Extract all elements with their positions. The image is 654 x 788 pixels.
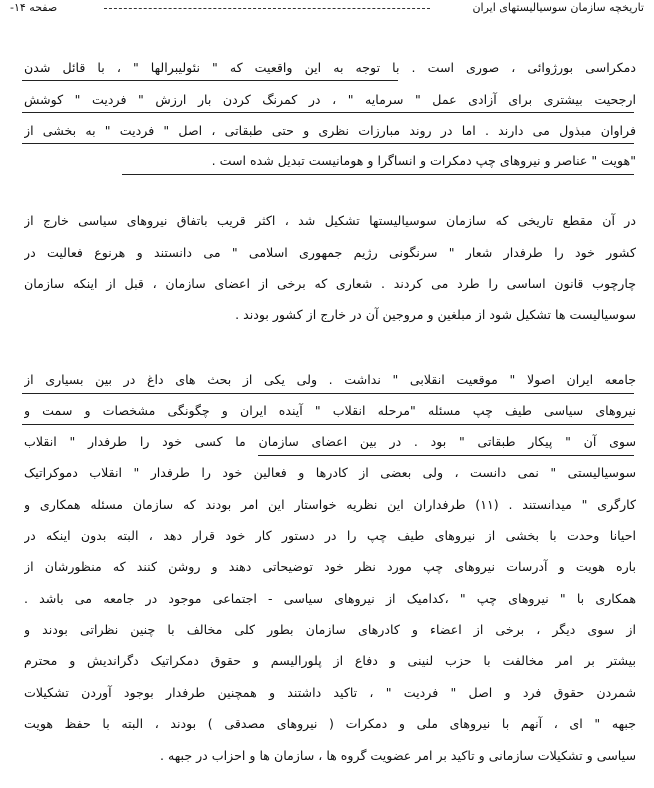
paragraph-line: باره هویت و آدرسات نیروهای چپ مورد نظر خود توضیحاتی دهند و روشن کنند که منظورشان از — [24, 559, 636, 574]
paragraph-line: دمکراسی بورژوائی ، صوری است . با توجه به این واقعیت که " نئولیبرالها " ، با قائل شدن — [24, 60, 636, 75]
paragraph-line: ارجحیت بیشتری برای آزادی عمل " سرمایه " ، در کمرنگ کردن بار ارزش " فردیت " کوشش — [24, 92, 636, 107]
paragraph-line: نیروهای سیاسی طیف چپ مسئله "مرحله انقلاب " آینده ایران و چگونگی مشخصات و سمت و — [24, 403, 636, 418]
paragraph-line: کارگری " میدانستند . (۱۱) طرفداران این نظریه خواستار این امر بودند که سازمان مسئله همکاری و — [24, 497, 636, 512]
handwritten-underline — [22, 80, 398, 81]
handwritten-underline — [122, 174, 634, 175]
paragraph-line: سوسیالیست ها تشکیل شود از مبلغین و مروجین آن در خارج از کشور بودند . — [235, 307, 636, 322]
handwritten-underline — [22, 112, 634, 113]
paragraph-line: سوی آن " پیکار طبقاتی " بود . در بین اعضای سازمان ما کسی خود را طرفدار " انقلاب — [24, 434, 636, 449]
paragraph-line: "هویت " عناصر و نیروهای چپ دمکرات و انساگرا و هومانیست تبدیل شده است . — [211, 153, 636, 168]
paragraph-line: سیاسی و تشکیلات سازمانی و تاکید بر امر عضویت گروه ها ، سازمان ها و احزاب در جبهه . — [159, 748, 636, 763]
page-header — [0, 0, 654, 16]
handwritten-underline — [22, 424, 634, 425]
paragraph-line: کشور خود را طرفدار شعار " سرنگونی رژیم جمهوری اسلامی " می دانستند و هرنوع فعالیت در — [24, 245, 636, 260]
header-title: تاریخچه سازمان سوسیالیستهای ایران — [472, 1, 644, 14]
paragraph-line: جامعه ایران اصولا " موقعیت انقلابی " نداشت . ولی یکی از بحث های داغ در بین بسیاری از — [24, 372, 636, 387]
paragraph-line: شمردن حقوق فرد و اصل " فردیت " ، تاکید داشتند و همچنین طرفدار بوجود آوردن تشکیلات — [24, 685, 636, 700]
page-number: صفحه ۱۴- — [10, 1, 58, 14]
handwritten-underline — [22, 393, 634, 394]
header-divider — [104, 8, 430, 9]
paragraph-line: سوسیالیستی " نمی دانست ، ولی بعضی از کادرها و فعالین خود را طرفدار " انقلاب دموکراتیک — [24, 465, 636, 480]
paragraph-line: چارچوب قانون اساسی را طرد می کردند . شعاری که برخی از اعضای سازمان ، قبل از اینکه سازمان — [24, 276, 636, 291]
paragraph-line: احیانا وحدت با بخشی از نیروهای طیف چپ را در دستور کار خود قرار دهد ، البته بدون اینکه در — [24, 528, 636, 543]
handwritten-underline — [22, 143, 634, 144]
paragraph-line: از سوی دیگر ، برخی از اعضاء و کادرهای سازمان بطور کلی مخالف با چنین نظراتی بودند و — [24, 622, 636, 637]
paragraph-line: فراوان مبذول می دارند . اما در روند مبارزات نظری و حتی طبقاتی ، اصل " فردیت " به بخشی از — [24, 123, 636, 138]
paragraph-line: بیشتر بر امر مخالفت با حزب لنینی و دفاع از پلورالیسم و حقوق دمکراتیک دگراندیش و محترم — [24, 653, 636, 668]
handwritten-underline — [258, 455, 634, 456]
paragraph-line: در آن مقطع تاریخی که سازمان سوسیالیستها تشکیل شد ، اکثر قریب باتفاق نیروهای سیاسی خارج از — [24, 213, 636, 228]
paragraph-line: جبهه " ای ، آنهم با نیروهای ملی و دمکرات ( نیروهای مصدقی ) بودند ، البته با حفظ هویت — [24, 716, 636, 731]
paragraph-line: همکاری با " نیروهای چپ " ،کدامیک از نیروهای سیاسی - اجتماعی موجود در جامعه می باشد . — [24, 591, 636, 606]
